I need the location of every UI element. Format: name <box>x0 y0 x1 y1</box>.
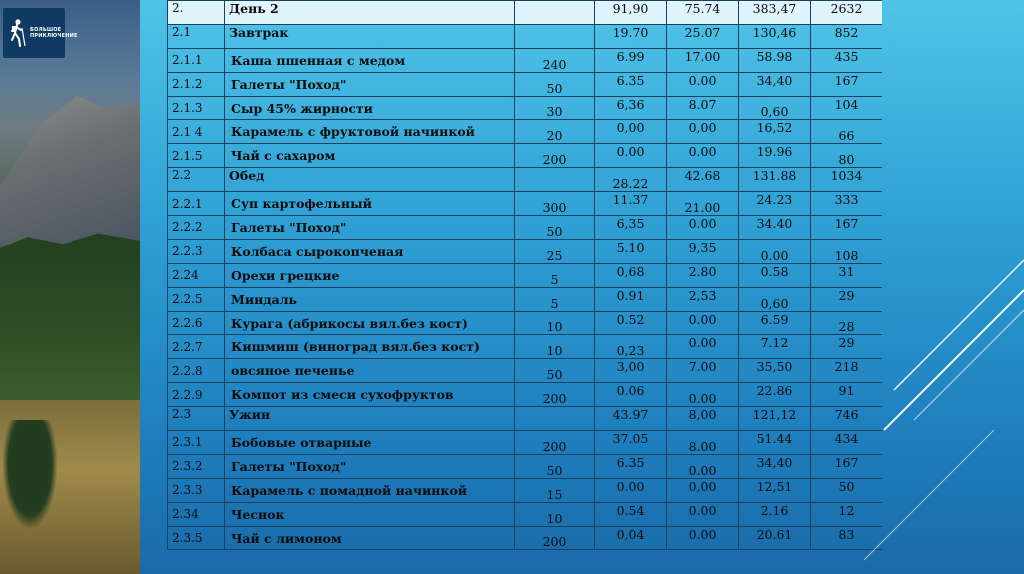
carbs-cell: 35,50 <box>739 359 811 383</box>
food-name: Обед <box>225 168 515 192</box>
carbs-cell: 22.86 <box>739 383 811 407</box>
fat-cell: 2,53 <box>667 287 739 311</box>
table-body <box>168 1 883 550</box>
table-row <box>168 502 883 526</box>
row-number: 2.24 <box>168 263 225 287</box>
row-number: 2.2.3 <box>168 239 225 263</box>
quantity-cell: 10 <box>515 335 595 359</box>
row-number: 2.2 <box>168 168 225 192</box>
table-row <box>168 239 883 263</box>
food-name: Чеснок <box>225 502 515 526</box>
table-row <box>168 359 883 383</box>
kcal-cell: 83 <box>811 526 883 550</box>
kcal-cell: 28 <box>811 311 883 335</box>
row-number: 2.2.5 <box>168 287 225 311</box>
quantity-cell: 10 <box>515 502 595 526</box>
food-name: Завтрак <box>225 24 515 48</box>
carbs-cell: 121,12 <box>739 407 811 431</box>
carbs-cell: 6.59 <box>739 311 811 335</box>
nutrition-table-wrapper <box>167 0 882 574</box>
row-number: 2.3.5 <box>168 526 225 550</box>
kcal-cell: 333 <box>811 192 883 216</box>
carbs-cell: 19.96 <box>739 144 811 168</box>
row-number: 2.3 <box>168 407 225 431</box>
fat-cell: 0.00 <box>667 216 739 240</box>
row-number: 2.3.2 <box>168 454 225 478</box>
carbs-cell: 34,40 <box>739 454 811 478</box>
table-row <box>168 168 883 192</box>
row-number: 2.2.9 <box>168 383 225 407</box>
row-number: 2.1.2 <box>168 72 225 96</box>
quantity-cell: 50 <box>515 359 595 383</box>
kcal-cell: 746 <box>811 407 883 431</box>
protein-cell: 19.70 <box>595 24 667 48</box>
table-row <box>168 526 883 550</box>
food-name: Чай с сахаром <box>225 144 515 168</box>
fat-cell: 2.80 <box>667 263 739 287</box>
table-row <box>168 263 883 287</box>
kcal-cell: 50 <box>811 478 883 502</box>
food-name: Галеты "Поход" <box>225 72 515 96</box>
row-number: 2.3.1 <box>168 431 225 455</box>
protein-cell: 0,23 <box>595 335 667 359</box>
food-name: Галеты "Поход" <box>225 454 515 478</box>
fat-cell: 8.07 <box>667 96 739 120</box>
quantity-cell: 15 <box>515 478 595 502</box>
nutrition-table <box>167 0 882 550</box>
logo-text-line1: БОЛЬШОЕ <box>30 27 62 33</box>
row-number: 2.2.2 <box>168 216 225 240</box>
protein-cell: 3,00 <box>595 359 667 383</box>
kcal-cell: 434 <box>811 431 883 455</box>
tree <box>2 420 58 530</box>
decorative-lines <box>824 0 1024 574</box>
carbs-cell: 34.40 <box>739 216 811 240</box>
table-row <box>168 335 883 359</box>
carbs-cell: 2.16 <box>739 502 811 526</box>
kcal-cell: 66 <box>811 120 883 144</box>
protein-cell: 0.00 <box>595 478 667 502</box>
food-name: Миндаль <box>225 287 515 311</box>
quantity-cell: 200 <box>515 383 595 407</box>
quantity-cell: 50 <box>515 72 595 96</box>
table-row <box>168 192 883 216</box>
quantity-cell: 10 <box>515 311 595 335</box>
quantity-cell: 200 <box>515 431 595 455</box>
protein-cell: 28.22 <box>595 168 667 192</box>
fat-cell: 0.00 <box>667 72 739 96</box>
table-row <box>168 383 883 407</box>
fat-cell: 25.07 <box>667 24 739 48</box>
food-name: Орехи грецкие <box>225 263 515 287</box>
protein-cell: 0.52 <box>595 311 667 335</box>
food-name: Кишмиш (виноград вял.без кост) <box>225 335 515 359</box>
table-row <box>168 144 883 168</box>
row-number: 2.2.7 <box>168 335 225 359</box>
fat-cell: 8,00 <box>667 407 739 431</box>
mountain-photo <box>0 0 140 574</box>
carbs-cell: 131.88 <box>739 168 811 192</box>
food-name: овсяное печенье <box>225 359 515 383</box>
food-name: Суп картофельный <box>225 192 515 216</box>
table-row <box>168 407 883 431</box>
table-row <box>168 1 883 25</box>
table-row <box>168 96 883 120</box>
table-row <box>168 120 883 144</box>
row-number: 2.1.3 <box>168 96 225 120</box>
carbs-cell: 58.98 <box>739 48 811 72</box>
logo-text-line2: ПРИКЛЮЧЕНИЕ <box>30 33 78 39</box>
protein-cell: 6.35 <box>595 72 667 96</box>
food-name: Сыр 45% жирности <box>225 96 515 120</box>
row-number: 2.2.1 <box>168 192 225 216</box>
kcal-cell: 167 <box>811 454 883 478</box>
kcal-cell: 12 <box>811 502 883 526</box>
protein-cell: 0,00 <box>595 120 667 144</box>
kcal-cell: 2632 <box>811 1 883 25</box>
row-number: 2.1.1 <box>168 48 225 72</box>
quantity-cell: 30 <box>515 96 595 120</box>
food-name: День 2 <box>225 1 515 25</box>
kcal-cell: 29 <box>811 335 883 359</box>
row-number: 2.1.5 <box>168 144 225 168</box>
food-name: Карамель с помадной начинкой <box>225 478 515 502</box>
food-name: Каша пшенная с медом <box>225 48 515 72</box>
fat-cell: 9,35 <box>667 239 739 263</box>
fat-cell: 8.00 <box>667 431 739 455</box>
quantity-cell: 50 <box>515 454 595 478</box>
fat-cell: 0.00 <box>667 526 739 550</box>
table-row <box>168 72 883 96</box>
row-number: 2.1 4 <box>168 120 225 144</box>
protein-cell: 6,36 <box>595 96 667 120</box>
quantity-cell <box>515 168 595 192</box>
row-number: 2.2.8 <box>168 359 225 383</box>
carbs-cell: 20.61 <box>739 526 811 550</box>
carbs-cell: 7.12 <box>739 335 811 359</box>
fat-cell: 0,00 <box>667 478 739 502</box>
food-name: Компот из смеси сухофруктов <box>225 383 515 407</box>
quantity-cell <box>515 1 595 25</box>
kcal-cell: 1034 <box>811 168 883 192</box>
food-name: Колбаса сырокопченая <box>225 239 515 263</box>
quantity-cell: 240 <box>515 48 595 72</box>
kcal-cell: 91 <box>811 383 883 407</box>
protein-cell: 0,68 <box>595 263 667 287</box>
table-row <box>168 216 883 240</box>
fat-cell: 0.00 <box>667 383 739 407</box>
row-number: 2. <box>168 1 225 25</box>
kcal-cell: 218 <box>811 359 883 383</box>
food-name: Галеты "Поход" <box>225 216 515 240</box>
table-row <box>168 478 883 502</box>
row-number: 2.34 <box>168 502 225 526</box>
carbs-cell: 0.00 <box>739 239 811 263</box>
protein-cell: 6,35 <box>595 216 667 240</box>
brand-logo <box>3 8 78 58</box>
food-name: Чай с лимоном <box>225 526 515 550</box>
table-row <box>168 48 883 72</box>
kcal-cell: 108 <box>811 239 883 263</box>
kcal-cell: 167 <box>811 216 883 240</box>
protein-cell: 0.54 <box>595 502 667 526</box>
kcal-cell: 852 <box>811 24 883 48</box>
table-row <box>168 431 883 455</box>
protein-cell: 43.97 <box>595 407 667 431</box>
food-name: Ужин <box>225 407 515 431</box>
food-name: Бобовые отварные <box>225 431 515 455</box>
carbs-cell: 0.58 <box>739 263 811 287</box>
table-row <box>168 24 883 48</box>
fat-cell: 0.00 <box>667 502 739 526</box>
table-row <box>168 454 883 478</box>
fat-cell: 0.00 <box>667 335 739 359</box>
fat-cell: 75.74 <box>667 1 739 25</box>
fat-cell: 0,00 <box>667 120 739 144</box>
protein-cell: 37.05 <box>595 431 667 455</box>
fat-cell: 0.00 <box>667 144 739 168</box>
quantity-cell: 300 <box>515 192 595 216</box>
carbs-cell: 130,46 <box>739 24 811 48</box>
table-row <box>168 287 883 311</box>
fat-cell: 0.00 <box>667 311 739 335</box>
quantity-cell <box>515 407 595 431</box>
kcal-cell: 435 <box>811 48 883 72</box>
table-row <box>168 311 883 335</box>
fat-cell: 7.00 <box>667 359 739 383</box>
quantity-cell: 5 <box>515 263 595 287</box>
kcal-cell: 29 <box>811 287 883 311</box>
forest <box>0 230 140 410</box>
quantity-cell: 5 <box>515 287 595 311</box>
quantity-cell: 25 <box>515 239 595 263</box>
mountain-rock <box>0 96 140 246</box>
row-number: 2.2.6 <box>168 311 225 335</box>
carbs-cell: 0,60 <box>739 96 811 120</box>
fat-cell: 21.00 <box>667 192 739 216</box>
protein-cell: 91,90 <box>595 1 667 25</box>
carbs-cell: 12,51 <box>739 478 811 502</box>
kcal-cell: 80 <box>811 144 883 168</box>
carbs-cell: 51.44 <box>739 431 811 455</box>
kcal-cell: 31 <box>811 263 883 287</box>
quantity-cell: 50 <box>515 216 595 240</box>
protein-cell: 6.35 <box>595 454 667 478</box>
fat-cell: 17.00 <box>667 48 739 72</box>
carbs-cell: 0,60 <box>739 287 811 311</box>
protein-cell: 11.37 <box>595 192 667 216</box>
protein-cell: 0.00 <box>595 144 667 168</box>
carbs-cell: 24.23 <box>739 192 811 216</box>
kcal-cell: 104 <box>811 96 883 120</box>
quantity-cell <box>515 24 595 48</box>
row-number: 2.3.3 <box>168 478 225 502</box>
logo-text <box>30 27 78 39</box>
protein-cell: 0.91 <box>595 287 667 311</box>
food-name: Карамель с фруктовой начинкой <box>225 120 515 144</box>
food-name: Курага (абрикосы вял.без кост) <box>225 311 515 335</box>
fat-cell: 0.00 <box>667 454 739 478</box>
carbs-cell: 16,52 <box>739 120 811 144</box>
quantity-cell: 200 <box>515 144 595 168</box>
protein-cell: 0.06 <box>595 383 667 407</box>
carbs-cell: 34,40 <box>739 72 811 96</box>
row-number: 2.1 <box>168 24 225 48</box>
kcal-cell: 167 <box>811 72 883 96</box>
fat-cell: 42.68 <box>667 168 739 192</box>
protein-cell: 0,04 <box>595 526 667 550</box>
quantity-cell: 20 <box>515 120 595 144</box>
protein-cell: 5.10 <box>595 239 667 263</box>
quantity-cell: 200 <box>515 526 595 550</box>
carbs-cell: 383,47 <box>739 1 811 25</box>
hiker-icon <box>6 18 28 48</box>
protein-cell: 6.99 <box>595 48 667 72</box>
